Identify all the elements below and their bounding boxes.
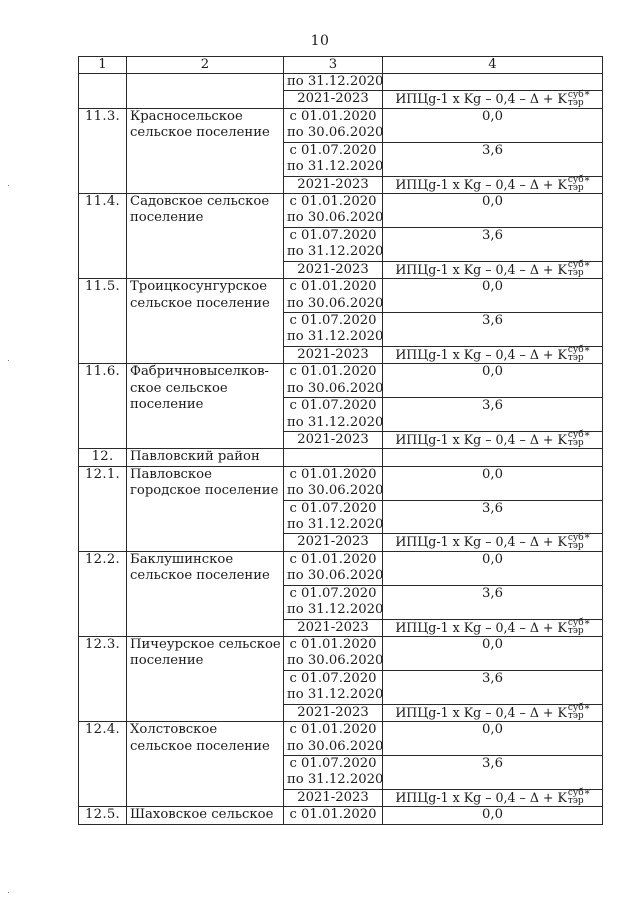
formula-superscript: суб bbox=[567, 89, 584, 100]
formula-footnote-mark: * bbox=[584, 345, 590, 357]
formula-footnote-mark: * bbox=[584, 175, 590, 187]
cell-line: городское поселение bbox=[130, 483, 279, 499]
cell-line: сельское поселение bbox=[130, 568, 270, 584]
formula-footnote-mark: * bbox=[584, 788, 590, 800]
period-cell: 2021-2023 bbox=[284, 619, 383, 637]
formula-indices bbox=[568, 704, 584, 720]
formula-text: ИПЦg-1 x Kg – 0,4 – Δ + K bbox=[395, 789, 567, 805]
value-cell: 3,6 bbox=[383, 756, 603, 790]
period-cell bbox=[284, 108, 383, 142]
row-number: 11.6. bbox=[79, 364, 127, 449]
row-number: 11.3. bbox=[79, 108, 127, 193]
row-number: 11.4. bbox=[79, 194, 127, 279]
period-cell: 2021-2023 bbox=[284, 261, 383, 279]
period-cell: по 31.12.2020 bbox=[284, 74, 383, 91]
formula-superscript: суб bbox=[567, 260, 584, 271]
value-cell: 3,6 bbox=[383, 585, 603, 619]
formula-cell bbox=[383, 431, 603, 449]
cell-line: с 01.01.2020 bbox=[289, 722, 377, 738]
settlement-name bbox=[127, 364, 284, 449]
scan-mark bbox=[8, 892, 9, 893]
row-number: 12.2. bbox=[79, 551, 127, 636]
cell-line: с 01.01.2020 bbox=[289, 279, 377, 295]
period-cell: 2021-2023 bbox=[284, 176, 383, 194]
formula-footnote-mark: * bbox=[584, 703, 590, 715]
formula-indices bbox=[568, 346, 584, 362]
formula-cell bbox=[383, 534, 603, 552]
table-row bbox=[79, 364, 603, 398]
column-header-2: 2 bbox=[127, 57, 284, 74]
value-cell: 3,6 bbox=[383, 670, 603, 704]
row-number: 12.3. bbox=[79, 637, 127, 722]
cell-line: по 31.12.2020 bbox=[287, 517, 384, 533]
cell-line: с 01.07.2020 bbox=[289, 142, 377, 158]
formula-footnote-mark: * bbox=[584, 260, 590, 272]
cell-line: с 01.07.2020 bbox=[289, 670, 377, 686]
formula-superscript: суб bbox=[567, 532, 584, 543]
cell-line: Садовское сельское bbox=[130, 194, 270, 210]
formula-text: ИПЦg-1 x Kg – 0,4 – Δ + K bbox=[395, 176, 567, 192]
period-cell bbox=[284, 551, 383, 585]
cell-line: ское сельское bbox=[130, 380, 228, 396]
cell-line: с 01.07.2020 bbox=[289, 756, 377, 771]
cell-line: по 30.06.2020 bbox=[287, 483, 384, 499]
cell-line: Пичеурское сельское bbox=[130, 637, 281, 653]
tariff-table bbox=[78, 56, 603, 825]
period-cell bbox=[284, 637, 383, 671]
row-number: 12.1. bbox=[79, 466, 127, 551]
formula-cell bbox=[383, 91, 603, 109]
formula-cell bbox=[383, 176, 603, 194]
cell-line: Баклушинское bbox=[130, 551, 234, 567]
formula-text: ИПЦg-1 x Kg – 0,4 – Δ + K bbox=[395, 431, 567, 447]
cell-line: с 01.07.2020 bbox=[289, 500, 377, 516]
value-cell: 3,6 bbox=[383, 312, 603, 346]
value-cell bbox=[383, 449, 603, 466]
column-header-4: 4 bbox=[383, 57, 603, 74]
cell-line: Павловское bbox=[130, 466, 212, 482]
row-number: 11.5. bbox=[79, 279, 127, 364]
formula-text: ИПЦg-1 x Kg – 0,4 – Δ + K bbox=[395, 261, 567, 277]
period-cell: 2021-2023 bbox=[284, 704, 383, 722]
formula-cell bbox=[383, 619, 603, 637]
cell-line: с 01.07.2020 bbox=[289, 227, 377, 243]
formula-subscript: тэр bbox=[567, 353, 584, 364]
formula-indices bbox=[568, 261, 584, 277]
cell-line: по 31.12.2020 bbox=[287, 329, 384, 345]
column-header-3: 3 bbox=[284, 57, 383, 74]
formula-indices bbox=[568, 176, 584, 192]
table-row bbox=[79, 551, 603, 585]
table-row bbox=[79, 279, 603, 313]
period-cell bbox=[284, 227, 383, 261]
value-cell: 3,6 bbox=[383, 500, 603, 534]
cell-line: по 30.06.2020 bbox=[287, 738, 384, 754]
column-header-1: 1 bbox=[79, 57, 127, 74]
cell-line: по 30.06.2020 bbox=[287, 125, 384, 141]
formula-superscript: суб bbox=[567, 788, 584, 799]
formula-footnote-mark: * bbox=[584, 533, 590, 545]
cell-line: с 01.07.2020 bbox=[289, 312, 377, 328]
row-number bbox=[79, 74, 127, 109]
row-number: 12.4. bbox=[79, 722, 127, 807]
settlement-name bbox=[127, 279, 284, 364]
formula-subscript: тэр bbox=[567, 626, 584, 637]
formula-superscript: суб bbox=[567, 703, 584, 714]
scan-mark bbox=[8, 185, 9, 186]
cell-line: с 01.01.2020 bbox=[289, 551, 377, 567]
cell-line: по 31.12.2020 bbox=[287, 772, 384, 788]
value-cell: 0,0 bbox=[383, 279, 603, 313]
table-row bbox=[79, 466, 603, 500]
period-cell bbox=[284, 500, 383, 534]
cell-line: по 30.06.2020 bbox=[287, 380, 384, 396]
period-cell bbox=[284, 364, 383, 398]
formula-text: ИПЦg-1 x Kg – 0,4 – Δ + K bbox=[395, 91, 567, 107]
cell-line: с 01.01.2020 bbox=[289, 466, 377, 482]
formula-cell bbox=[383, 346, 603, 364]
period-cell: 2021-2023 bbox=[284, 534, 383, 552]
value-cell: 3,6 bbox=[383, 142, 603, 176]
formula-text: ИПЦg-1 x Kg – 0,4 – Δ + K bbox=[395, 704, 567, 720]
district-name: Павловский район bbox=[127, 449, 284, 466]
cell-line: с 01.01.2020 bbox=[289, 637, 377, 653]
formula-subscript: тэр bbox=[567, 540, 584, 551]
scan-mark bbox=[8, 360, 9, 361]
table-row bbox=[79, 108, 603, 142]
value-cell: 0,0 bbox=[383, 807, 603, 824]
formula-subscript: тэр bbox=[567, 183, 584, 194]
value-cell: 0,0 bbox=[383, 722, 603, 756]
table-row bbox=[79, 807, 603, 824]
period-cell: с 01.01.2020 bbox=[284, 807, 383, 824]
formula-indices bbox=[568, 91, 584, 107]
cell-line: сельское поселение bbox=[130, 295, 270, 311]
cell-line: Троицкосунгурское bbox=[130, 279, 268, 295]
formula-text: ИПЦg-1 x Kg – 0,4 – Δ + K bbox=[395, 534, 567, 550]
value-cell: 0,0 bbox=[383, 551, 603, 585]
cell-line: по 31.12.2020 bbox=[287, 159, 384, 175]
period-cell bbox=[284, 398, 383, 432]
formula-cell bbox=[383, 261, 603, 279]
period-cell bbox=[284, 449, 383, 466]
formula-indices bbox=[568, 619, 584, 635]
formula-superscript: суб bbox=[567, 345, 584, 356]
period-cell bbox=[284, 312, 383, 346]
cell-line: с 01.01.2020 bbox=[289, 194, 377, 210]
cell-line: с 01.07.2020 bbox=[289, 398, 377, 414]
period-cell bbox=[284, 585, 383, 619]
cell-line: по 31.12.2020 bbox=[287, 414, 384, 430]
formula-indices bbox=[568, 789, 584, 805]
period-cell bbox=[284, 279, 383, 313]
cell-line: по 31.12.2020 bbox=[287, 602, 384, 618]
formula-subscript: тэр bbox=[567, 711, 584, 722]
row-number: 12.5. bbox=[79, 807, 127, 824]
period-cell: 2021-2023 bbox=[284, 431, 383, 449]
cell-line: по 30.06.2020 bbox=[287, 568, 384, 584]
cell-line: по 31.12.2020 bbox=[287, 244, 384, 260]
formula-superscript: суб bbox=[567, 430, 584, 441]
value-cell: 0,0 bbox=[383, 364, 603, 398]
settlement-name bbox=[127, 108, 284, 193]
table-row bbox=[79, 194, 603, 228]
formula-subscript: тэр bbox=[567, 796, 584, 807]
settlement-name bbox=[127, 194, 284, 279]
row-number: 12. bbox=[79, 449, 127, 466]
table-row bbox=[79, 722, 603, 756]
value-cell: 3,6 bbox=[383, 227, 603, 261]
settlement-name bbox=[127, 551, 284, 636]
period-cell bbox=[284, 466, 383, 500]
settlement-name bbox=[127, 722, 284, 807]
header-row bbox=[79, 57, 603, 74]
cell-line: с 01.07.2020 bbox=[289, 585, 377, 601]
table-row bbox=[79, 637, 603, 671]
period-cell: 2021-2023 bbox=[284, 789, 383, 807]
cell-line: поселение bbox=[130, 210, 204, 226]
cell-line: по 30.06.2020 bbox=[287, 295, 384, 311]
cell-line: Красносельское bbox=[130, 108, 243, 124]
period-cell: 2021-2023 bbox=[284, 91, 383, 109]
value-cell: 0,0 bbox=[383, 637, 603, 671]
period-cell: 2021-2023 bbox=[284, 346, 383, 364]
settlement-name bbox=[127, 466, 284, 551]
formula-subscript: тэр bbox=[567, 438, 584, 449]
formula-footnote-mark: * bbox=[584, 430, 590, 442]
table-body bbox=[79, 74, 603, 825]
formula-cell bbox=[383, 789, 603, 807]
formula-subscript: тэр bbox=[567, 268, 584, 279]
cell-line: с 01.01.2020 bbox=[289, 108, 377, 124]
formula-text: ИПЦg-1 x Kg – 0,4 – Δ + K bbox=[395, 619, 567, 635]
cell-line: поселение bbox=[130, 653, 204, 669]
district-row bbox=[79, 449, 603, 466]
period-cell bbox=[284, 722, 383, 756]
formula-indices bbox=[568, 534, 584, 550]
cell-line: Холстовское bbox=[130, 722, 218, 738]
value-cell: 0,0 bbox=[383, 194, 603, 228]
period-cell bbox=[284, 670, 383, 704]
period-cell bbox=[284, 194, 383, 228]
formula-cell bbox=[383, 704, 603, 722]
value-cell: 0,0 bbox=[383, 108, 603, 142]
cell-line: с 01.01.2020 bbox=[289, 364, 377, 380]
cell-line: Фабричновыселков- bbox=[130, 364, 269, 380]
settlement-name: Шаховское сельское bbox=[127, 807, 284, 824]
value-cell: 0,0 bbox=[383, 466, 603, 500]
formula-footnote-mark: * bbox=[584, 618, 590, 630]
cell-line: поселение bbox=[130, 397, 204, 413]
table-row bbox=[79, 74, 603, 91]
formula-text: ИПЦg-1 x Kg – 0,4 – Δ + K bbox=[395, 346, 567, 362]
cell-line: сельское поселение bbox=[130, 738, 270, 754]
settlement-name bbox=[127, 637, 284, 722]
cell-line: сельское поселение bbox=[130, 125, 270, 141]
cell-line: по 31.12.2020 bbox=[287, 687, 384, 703]
page-number: 10 bbox=[310, 33, 330, 49]
period-cell bbox=[284, 142, 383, 176]
formula-indices bbox=[568, 431, 584, 447]
settlement-name bbox=[127, 74, 284, 109]
formula-superscript: суб bbox=[567, 618, 584, 629]
formula-subscript: тэр bbox=[567, 97, 584, 108]
cell-line: по 30.06.2020 bbox=[287, 653, 384, 669]
value-cell bbox=[383, 74, 603, 91]
formula-superscript: суб bbox=[567, 175, 584, 186]
value-cell: 3,6 bbox=[383, 398, 603, 432]
period-cell bbox=[284, 756, 383, 790]
formula-footnote-mark: * bbox=[584, 90, 590, 102]
cell-line: по 30.06.2020 bbox=[287, 210, 384, 226]
